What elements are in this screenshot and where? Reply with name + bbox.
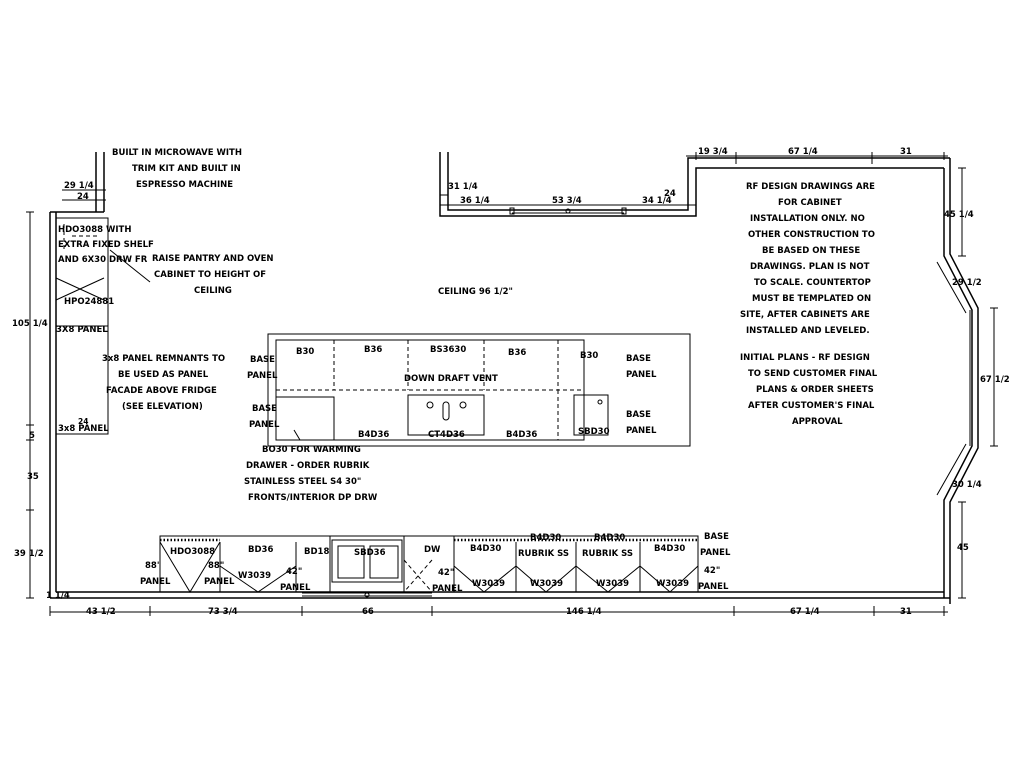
disclaimer-6: TO SCALE. COUNTERTOP (754, 278, 871, 288)
note-hpo: HPO24881 (64, 297, 115, 307)
initial-plans-1: TO SEND CUSTOMER FINAL (748, 369, 878, 379)
bottom-dw: DW (424, 545, 441, 555)
island-base-left-top: BASE (250, 355, 275, 365)
island-panel-right-bot: PANEL (626, 426, 657, 436)
island-upper-2: BS3630 (430, 345, 467, 355)
island-panel-right-top: PANEL (626, 370, 657, 380)
initial-plans-0: INITIAL PLANS - RF DESIGN (740, 353, 870, 363)
island-lower-0: B4D36 (358, 430, 390, 440)
dim-top-31: 31 1/4 (448, 182, 478, 192)
bottom-bd18: BD18 (304, 547, 330, 557)
island-base-left-bot: BASE (252, 404, 277, 414)
dim-bot-43: 43 1/2 (86, 607, 116, 617)
bottom-rubrik-a: RUBRIK SS (518, 549, 570, 559)
cooktop-burner-2 (460, 402, 466, 408)
bottom-w3039-c: W3039 (530, 579, 564, 589)
dim-top-53: 53 3/4 (552, 196, 582, 206)
disclaimer-4: BE BASED ON THESE (762, 246, 861, 256)
dim-bot-146: 146 1/4 (566, 607, 602, 617)
bottom-b4d30-c: B4D30 (594, 533, 626, 543)
disclaimer-5: DRAWINGS. PLAN IS NOT (750, 262, 870, 272)
note-pantry-2: CABINET TO HEIGHT OF (154, 270, 267, 280)
bottom-w3039-d: W3039 (596, 579, 630, 589)
bottom-rubrik-b: RUBRIK SS (582, 549, 634, 559)
dim-left-5: 5 (29, 431, 35, 441)
bottom-run-labels (140, 532, 731, 594)
dim-bot-67: 67 1/4 (790, 607, 820, 617)
initial-plans-3: AFTER CUSTOMER'S FINAL (748, 401, 875, 411)
dim-top-19: 19 3/4 (698, 147, 728, 157)
dim-top-34: 34 1/4 (642, 196, 672, 206)
bottom-w3039-b: W3039 (472, 579, 506, 589)
note-pantry-3: CEILING (194, 286, 232, 296)
dim-bot-73: 73 3/4 (208, 607, 238, 617)
bottom-b4d30-b: B4D30 (530, 533, 562, 543)
island-panel-left-top: PANEL (247, 371, 278, 381)
disclaimer-9: INSTALLED AND LEVELED. (746, 326, 870, 336)
dim-left-1: 1 1/4 (46, 591, 70, 601)
dim-bot-31: 31 (900, 607, 912, 617)
warming-2: STAINLESS STEEL S4 30" (244, 477, 362, 487)
cooktop-vent (443, 402, 449, 420)
dim-bot-66: 66 (362, 607, 374, 617)
island-upper-4: B30 (580, 351, 599, 361)
island-lower-2: B4D36 (506, 430, 538, 440)
island-base-right-top: BASE (626, 354, 651, 364)
initial-plans-4: APPROVAL (792, 417, 843, 427)
dim-top-24-right: 24 (664, 189, 676, 199)
dim-top-67: 67 1/4 (788, 147, 818, 157)
left-wall (50, 212, 96, 598)
bottom-42-c: 42" (704, 566, 721, 576)
bottom-panel-d: PANEL (432, 584, 463, 594)
bottom-sbd36: SBD36 (354, 548, 386, 558)
island-panel-left-bot: PANEL (249, 420, 280, 430)
note-hdo-1: HDO3088 WITH (58, 225, 132, 235)
cooktop (408, 395, 484, 435)
disclaimer-1: FOR CABINET (778, 198, 842, 208)
right-bay-wall (944, 158, 978, 604)
island-lower-3: SBD30 (578, 427, 610, 437)
bottom-panel-a: PANEL (140, 577, 171, 587)
dim-left-35: 35 (27, 472, 39, 482)
note-remnants-3: FACADE ABOVE FRIDGE (106, 386, 217, 396)
island-upper-1: B36 (364, 345, 383, 355)
note-ceiling: CEILING 96 1/2" (438, 287, 513, 297)
note-pantry-1: RAISE PANTRY AND OVEN (152, 254, 274, 264)
note-remnants-2: BE USED AS PANEL (118, 370, 209, 380)
bottom-42-b: 42" (438, 568, 455, 578)
dim-left-39: 39 1/2 (14, 549, 44, 559)
dim-right-67: 67 1/2 (980, 375, 1010, 385)
bottom-panel-e: PANEL (698, 582, 729, 592)
disclaimer-2: INSTALLATION ONLY. NO (750, 214, 865, 224)
bottom-w3039-a: W3039 (238, 571, 272, 581)
bottom-w3039-e: W3039 (656, 579, 690, 589)
island-labels (247, 345, 657, 440)
bottom-bd36: BD36 (248, 545, 274, 555)
note-microwave-2: TRIM KIT AND BUILT IN (132, 164, 241, 174)
warming-0: BO30 FOR WARMING (262, 445, 361, 455)
island-down-draft: DOWN DRAFT VENT (404, 374, 498, 384)
warming-drawer (276, 397, 334, 440)
note-panel-3x8: 3X8 PANEL (56, 325, 108, 335)
disclaimer-7: MUST BE TEMPLATED ON (752, 294, 872, 304)
bottom-panel-f: PANEL (700, 548, 731, 558)
disclaimer-0: RF DESIGN DRAWINGS ARE (746, 182, 875, 192)
disclaimer-3: OTHER CONSTRUCTION TO (748, 230, 875, 240)
dim-top-36: 36 1/4 (460, 196, 490, 206)
bottom-hdo: HDO3088 (170, 547, 216, 557)
note-hdo-3: AND 6X30 DRW FR (58, 255, 148, 265)
note-remnants-4: (SEE ELEVATION) (122, 402, 203, 412)
note-hdo-2: EXTRA FIXED SHELF (58, 240, 154, 250)
dim-top-31-right: 31 (900, 147, 912, 157)
warming-3: FRONTS/INTERIOR DP DRW (248, 493, 378, 503)
dim-right-29: 29 1/2 (952, 278, 982, 288)
disclaimer-8: SITE, AFTER CABINETS ARE (740, 310, 870, 320)
bottom-panel-c: PANEL (280, 583, 311, 593)
note-microwave-3: ESPRESSO MACHINE (136, 180, 234, 190)
bottom-88-a: 88" (145, 561, 162, 571)
bottom-b4d30-a: B4D30 (470, 544, 502, 554)
cooktop-burner-1 (427, 402, 433, 408)
island-upper-3: B36 (508, 348, 527, 358)
warming-1: DRAWER - ORDER RUBRIK (246, 461, 370, 471)
top-left-stub (96, 152, 104, 212)
island-faucet (598, 400, 602, 404)
dim-mini-24: 24 (78, 417, 89, 426)
dim-right-45-bot: 45 (957, 543, 969, 553)
note-remnants-1: 3x8 PANEL REMNANTS TO (102, 354, 226, 364)
warming-arrow (294, 430, 300, 440)
note-microwave-1: BUILT IN MICROWAVE WITH (112, 148, 242, 158)
dw-swing (404, 560, 432, 592)
island-upper-0: B30 (296, 347, 315, 357)
bottom-88-b: 88" (208, 561, 225, 571)
dim-right-45-top: 45 1/4 (944, 210, 974, 220)
island-lower-1: CT4D36 (428, 430, 465, 440)
bottom-b4d30-d: B4D30 (654, 544, 686, 554)
bottom-wall (50, 592, 950, 598)
dim-top-left-29: 29 1/4 (64, 181, 94, 191)
island-base-right-bot: BASE (626, 410, 651, 420)
note-panel-3x8-lower: 3x8 PANEL (58, 424, 109, 434)
bottom-base: BASE (704, 532, 729, 542)
dim-right-30: 30 1/4 (952, 480, 982, 490)
initial-plans-2: PLANS & ORDER SHEETS (756, 385, 874, 395)
bottom-42-a: 42" (286, 567, 303, 577)
dim-left-105: 105 1/4 (12, 319, 48, 329)
dim-top-left-24: 24 (77, 192, 89, 202)
bottom-panel-b: PANEL (204, 577, 235, 587)
